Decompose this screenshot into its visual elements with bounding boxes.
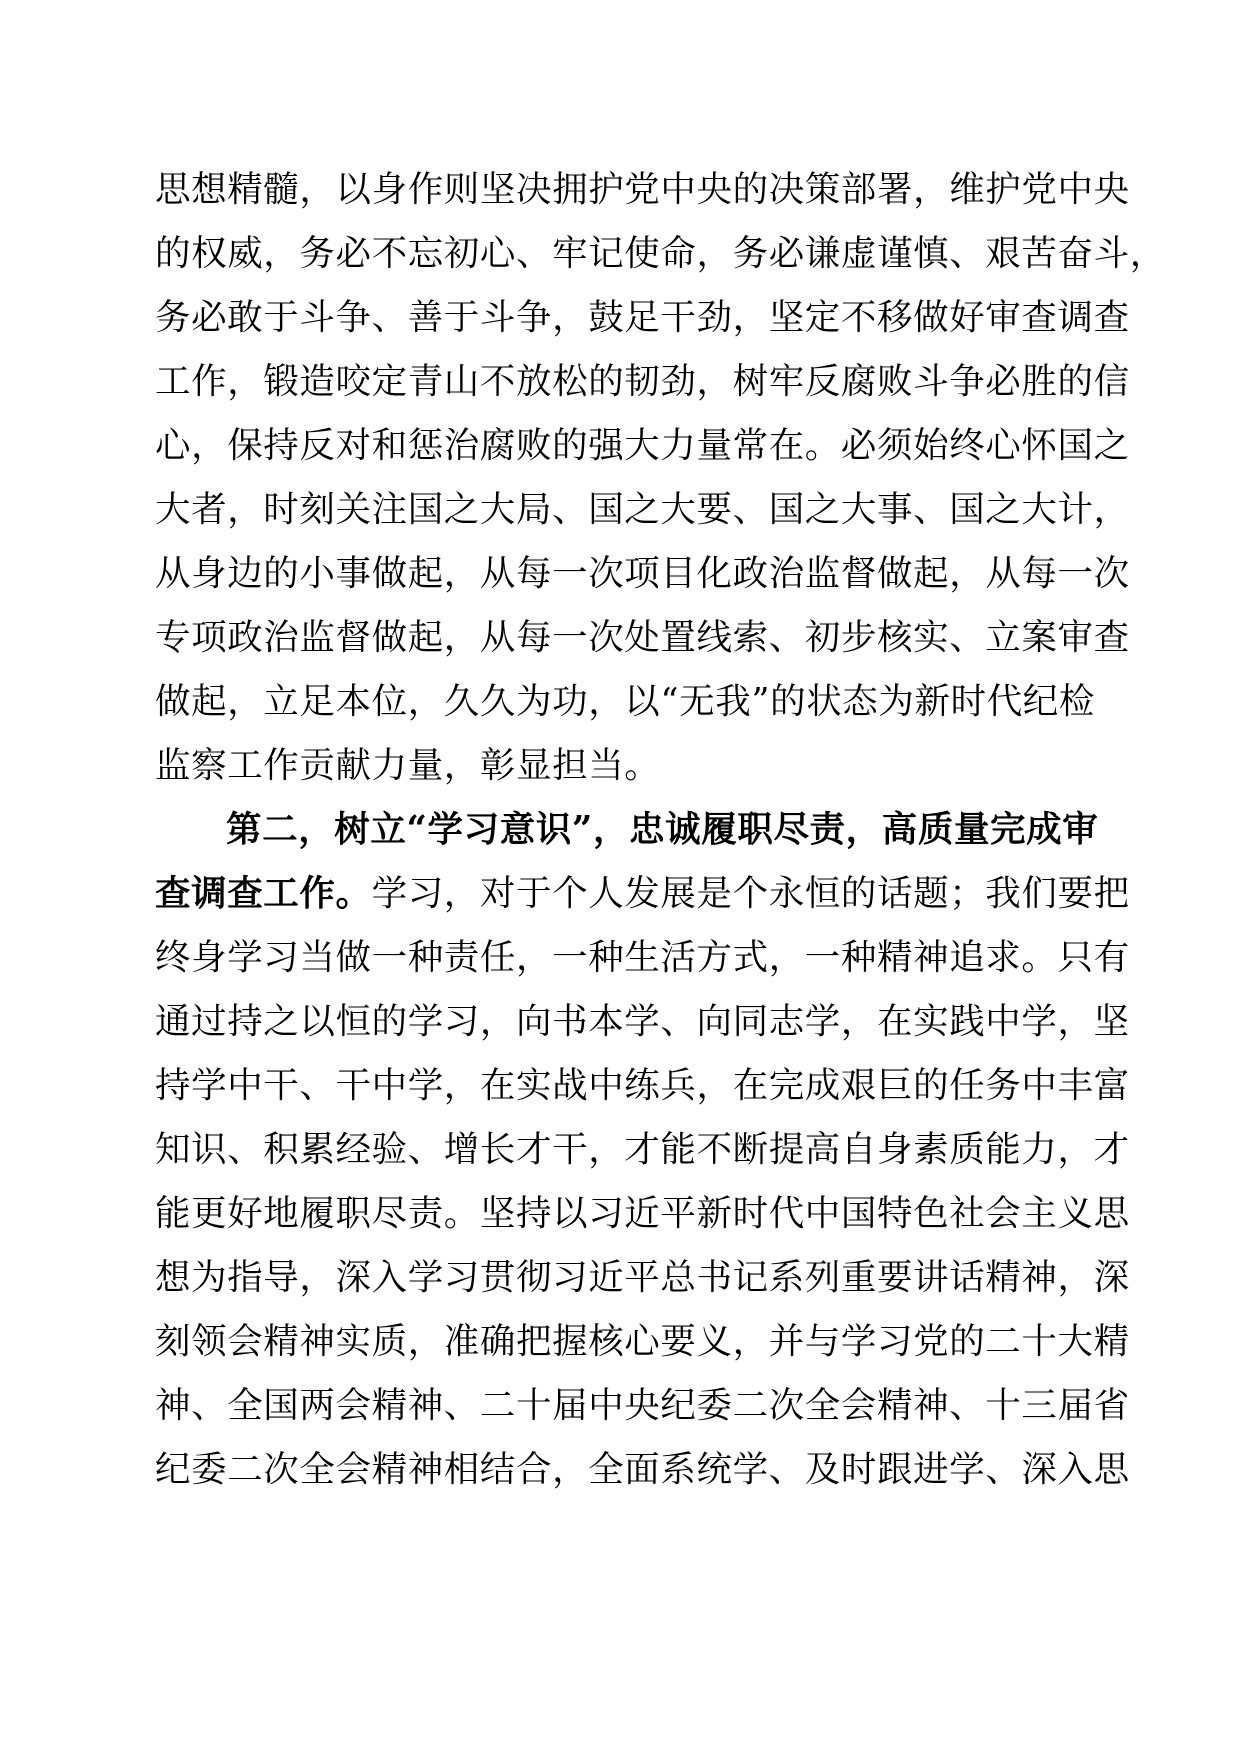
text-line: 务必敢于斗争、善于斗争，鼓足干劲，坚定不移做好审查调查	[155, 297, 1130, 338]
section-heading: 第二，树立“学习意识”，忠诚履职尽责，高质量完成审	[226, 809, 1099, 850]
text-line: 从身边的小事做起，从每一次项目化政治监督做起，从每一次	[155, 553, 1130, 594]
text-line: 纪委二次全会精神相结合，全面系统学、及时跟进学、深入思	[155, 1449, 1130, 1490]
text-line: 知识、积累经验、增长才干，才能不断提高自身素质能力，才	[155, 1129, 1130, 1170]
text-line: 思想精髓，以身作则坚决拥护党中央的决策部署，维护党中央	[155, 169, 1130, 210]
text-line: 能更好地履职尽责。坚持以习近平新时代中国特色社会主义思	[155, 1193, 1130, 1234]
text-line: 神、全国两会精神、二十届中央纪委二次全会精神、十三届省	[155, 1385, 1130, 1426]
text-run: 学习，对于个人发展是个永恒的话题；我们要把	[371, 873, 1130, 914]
section-heading-end: 查调查工作。	[155, 873, 372, 914]
text-line: 的权威，务必不忘初心、牢记使命，务必谦虚谨慎、艰苦奋斗，	[155, 233, 1166, 274]
text-line: 专项政治监督做起，从每一次处置线索、初步核实、立案审查	[155, 617, 1130, 658]
text-line: 持学中干、干中学，在实战中练兵，在完成艰巨的任务中丰富	[155, 1065, 1130, 1106]
text-line: 刻领会精神实质，准确把握核心要义，并与学习党的二十大精	[155, 1321, 1130, 1362]
text-line: 做起，立足本位，久久为功，以“无我”的状态为新时代纪检	[155, 681, 1095, 722]
text-line: 工作，锻造咬定青山不放松的韧劲，树牢反腐败斗争必胜的信	[155, 361, 1130, 402]
text-line-mixed	[155, 864, 1130, 924]
text-line: 大者，时刻关注国之大局、国之大要、国之大事、国之大计，	[155, 489, 1130, 530]
text-line: 心，保持反对和惩治腐败的强大力量常在。必须始终心怀国之	[155, 425, 1130, 466]
text-line: 通过持之以恒的学习，向书本学、向同志学，在实践中学，坚	[155, 1001, 1130, 1042]
text-line: 想为指导，深入学习贯彻习近平总书记系列重要讲话精神，深	[155, 1257, 1130, 1298]
text-line: 终身学习当做一种责任，一种生活方式，一种精神追求。只有	[155, 937, 1130, 978]
text-line: 监察工作贡献力量，彰显担当。	[155, 745, 661, 786]
